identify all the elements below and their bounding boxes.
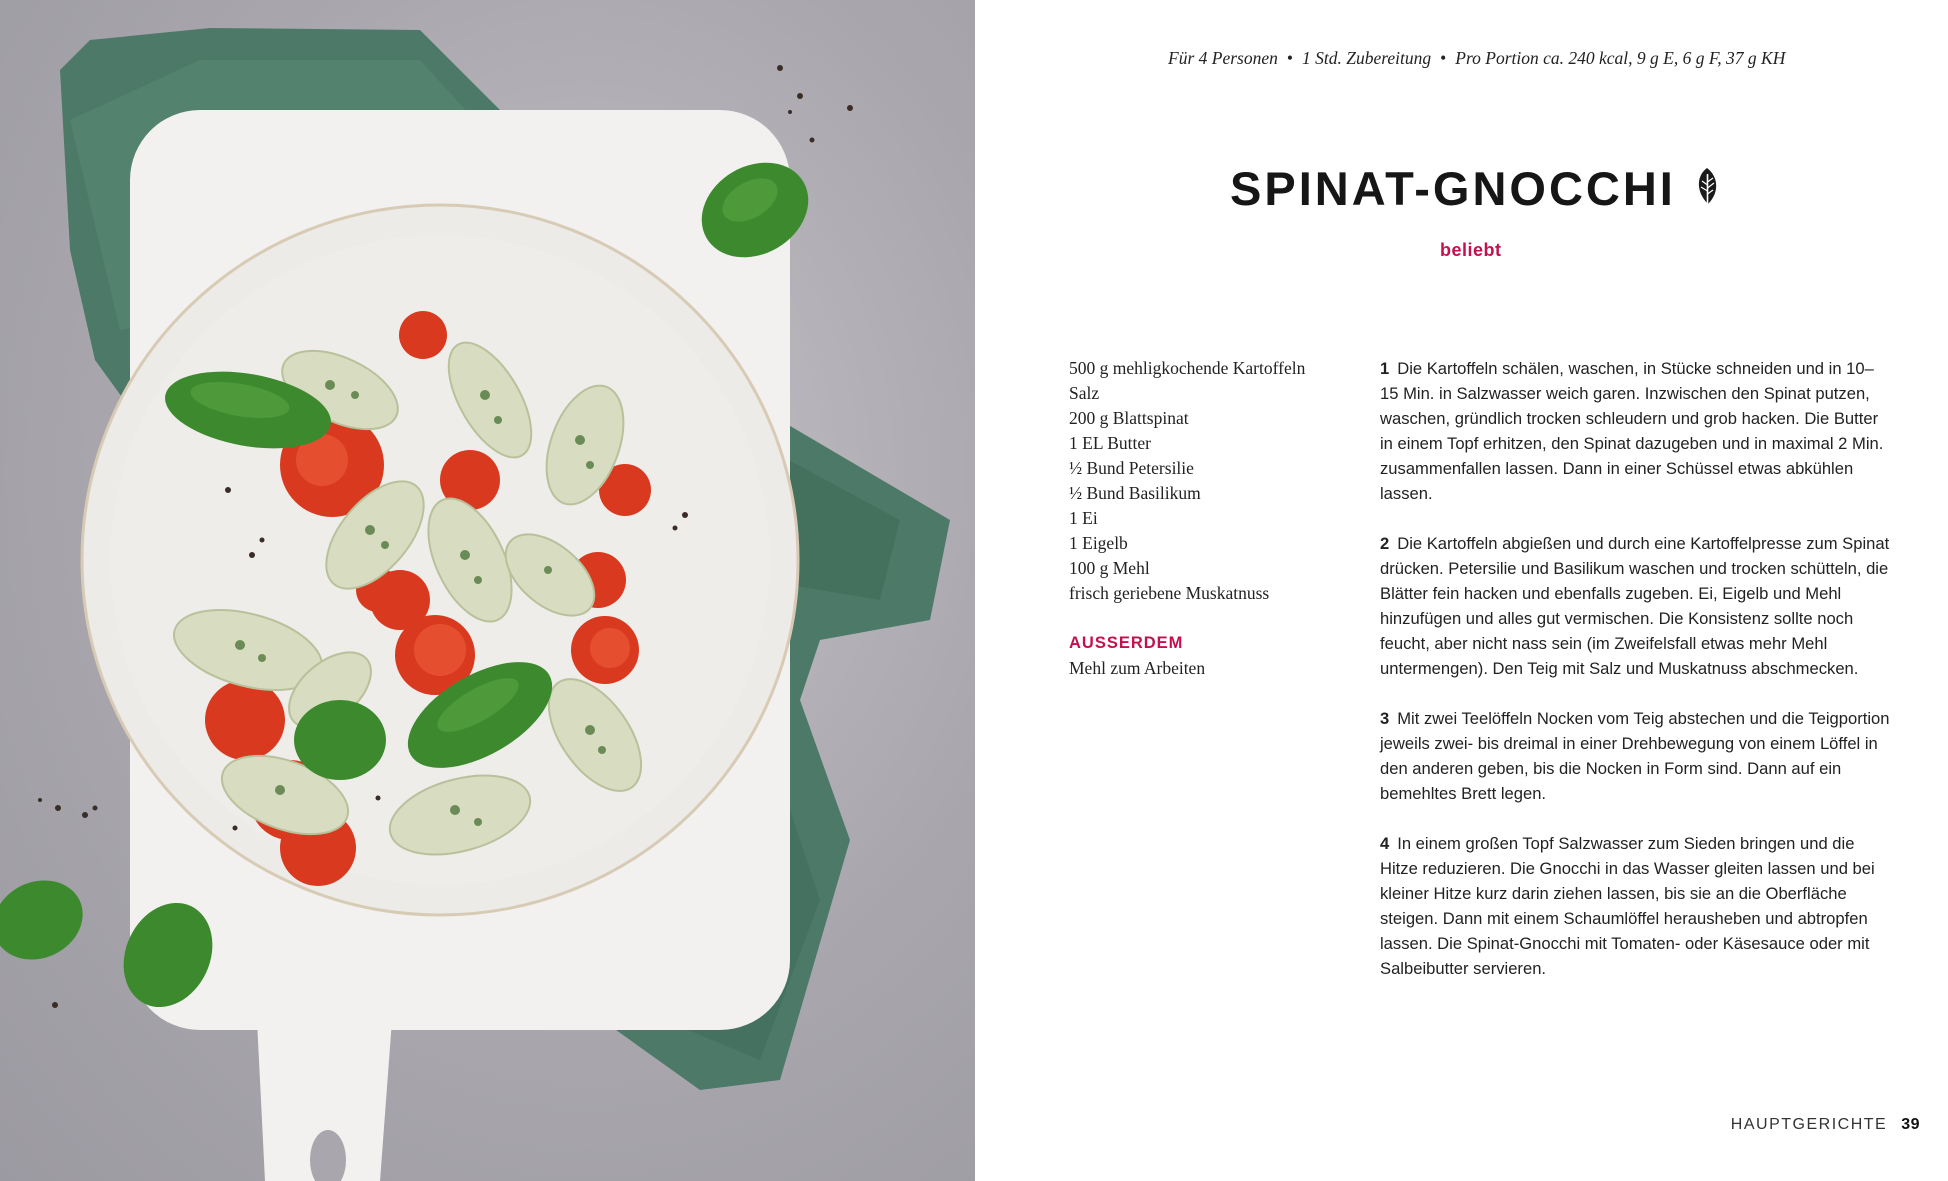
ingredient-list [1069,356,1359,681]
step-number: 3 [1380,709,1390,728]
separator-dot: • [1286,48,1293,68]
separator-dot: • [1440,48,1447,68]
title-row [1230,158,1720,218]
extra-heading: AUSSERDEM [1069,634,1184,652]
step-text: In einem großen Topf Salzwasser zum Sieden bringen und die Hitze reduzieren. Die Gnocchi in das Wasser gleiten lassen und bei kleiner Hitze kurz darin ziehen lassen, bis sie an die Oberfläche steigen. Dann mit einem Schaumlöffel herausheben und abtropfen lassen. Die Spinat-Gnocchi mit Tomaten- oder Käsesauce oder mit Salbeibutter servieren. [1380,834,1875,978]
step-number: 1 [1380,359,1390,378]
step-4 [1380,831,1892,981]
ingredient-item: ½ Bund Petersilie [1069,458,1194,478]
page-number: 39 [1901,1116,1920,1133]
ingredient-item: 1 Ei [1069,508,1098,528]
ingredient-item: 1 EL Butter [1069,433,1151,453]
step-number: 2 [1380,534,1390,553]
step-text: Die Kartoffeln abgießen und durch eine Kartoffelpresse zum Spinat drücken. Petersilie und Basilikum waschen und trocken schütteln, die Blätter fein hacken und ebenfalls zugeben. Ei, Eigelb und Mehl hinzufügen und alles gut vermischen. Die Konsistenz sollte noch feucht, aber nicht nass sein (im Zweifelsfall etwas mehr Mehl untermengen). Den Teig mit Salz und Muskatnuss abschmecken. [1380,534,1890,678]
servings: Für 4 Personen [1168,48,1278,68]
step-text: Die Kartoffeln schälen, waschen, in Stücke schneiden und in 10–15 Min. in Salzwasser weich garen. Inzwischen den Spinat putzen, waschen, gründlich trocken schleudern und grob hacken. Die Butter in einem Topf erhitzen, den Spinat dazugeben und in maximal 2 Min. zusammenfallen lassen. Dann in einer Schüssel etwas abkühlen lassen. [1380,359,1884,503]
section-name: HAUPTGERICHTE [1730,1116,1888,1133]
ingredient-item: 200 g Blattspinat [1069,408,1189,428]
extra-item: Mehl zum Arbeiten [1069,658,1206,678]
page-footer [1731,1116,1920,1134]
ingredient-item: Salz [1069,383,1100,403]
step-2 [1380,531,1892,681]
prep-time: 1 Std. Zubereitung [1302,48,1432,68]
step-number: 4 [1380,834,1390,853]
ingredient-item: ½ Bund Basilikum [1069,483,1201,503]
recipe-tag: beliebt [1440,240,1502,260]
nutrition-info: Pro Portion ca. 240 kcal, 9 g E, 6 g F, 37 g KH [1455,48,1786,68]
ingredient-item: 1 Eigelb [1069,533,1128,553]
step-3 [1380,706,1892,806]
instructions [1380,356,1892,1006]
ingredient-item: frisch geriebene Muskatnuss [1069,583,1270,603]
step-text: Mit zwei Teelöffeln Nocken vom Teig abstechen und die Teigportion jeweils zwei- bis dreimal in einer Drehbewegung von einem Löffel in den anderen geben, bis die Nocken in Form sind. Dann auf ein bemehltes Brett legen. [1380,709,1890,803]
ingredient-item: 100 g Mehl [1069,558,1150,578]
step-1 [1380,356,1892,506]
leaf-icon [1694,166,1720,210]
recipe-meta [1168,48,1788,69]
ingredient-item: 500 g mehligkochende Kartoffeln [1069,358,1306,378]
recipe-title: SPINAT-GNOCCHI [1230,161,1676,215]
